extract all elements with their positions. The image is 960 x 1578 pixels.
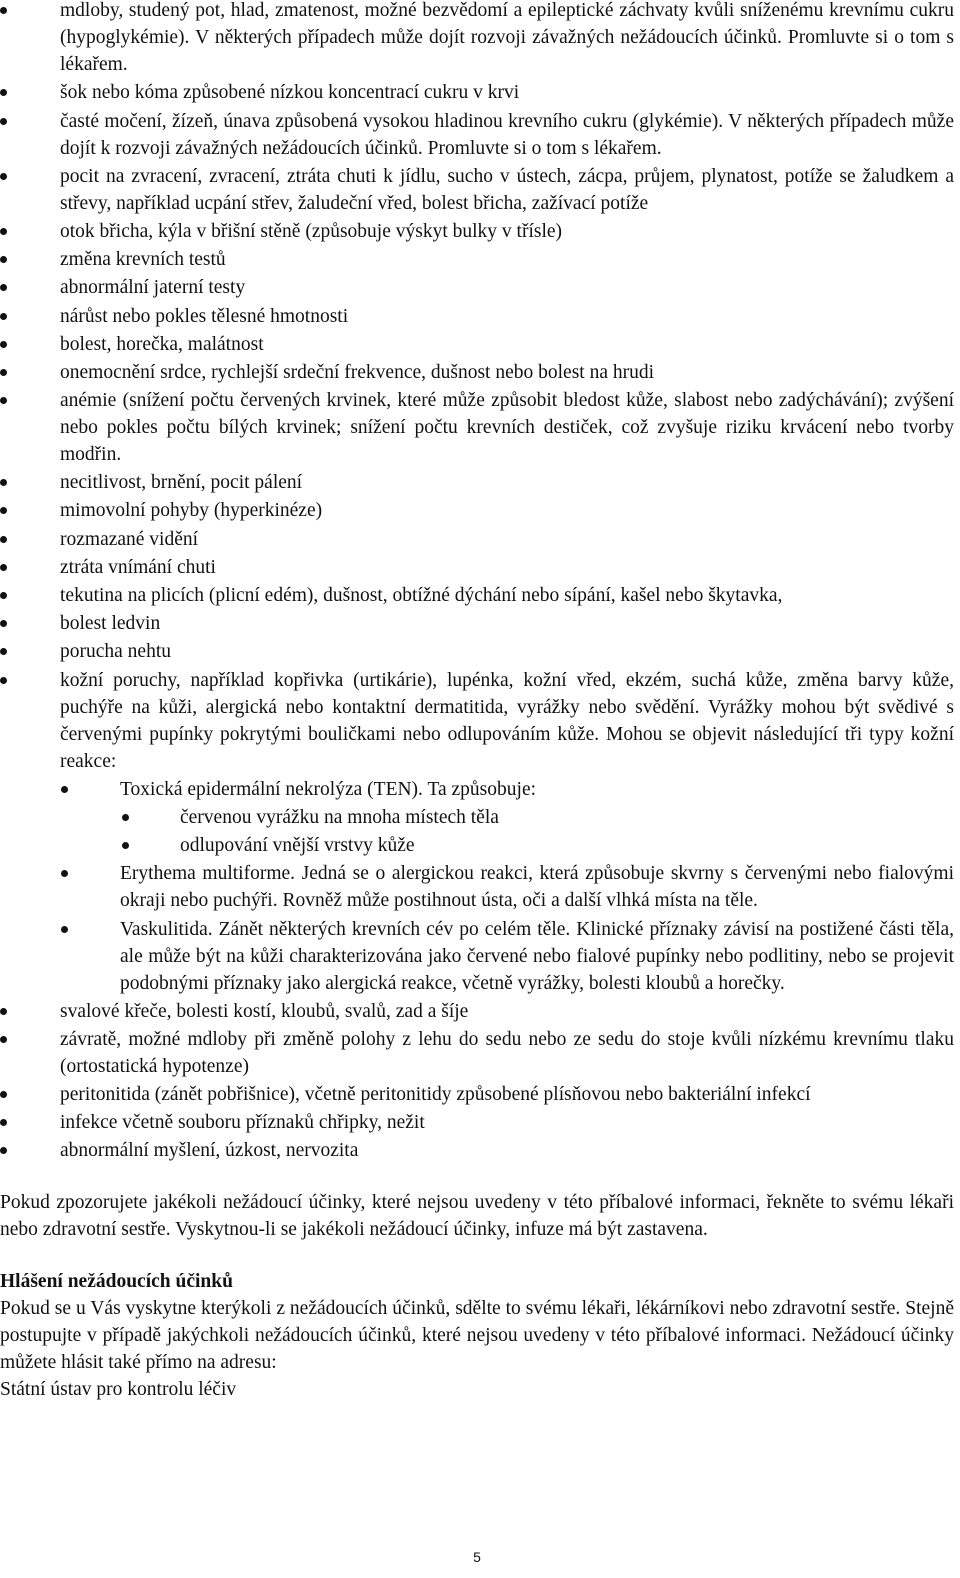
reporting-section <box>0 1268 954 1403</box>
bullet-icon <box>0 397 7 404</box>
bullet-icon <box>0 118 7 125</box>
skin-reaction-item: Erythema multiforme. Jedná se o alergickou reakci, která způsobuje skvrny s červenými nebo fialovými okraji nebo puchýři. Rovněž může postihnout ústa, oči a další vlhká místa na těle. <box>0 860 954 914</box>
list-item: onemocnění srdce, rychlejší srdeční frekvence, dušnost nebo bolest na hrudi <box>0 359 954 386</box>
bullet-icon <box>0 284 7 291</box>
bullet-icon <box>122 814 129 821</box>
bullet-icon <box>0 1036 7 1043</box>
bullet-icon <box>0 1091 7 1098</box>
bullet-icon <box>0 536 7 543</box>
list-item: časté močení, žízeň, únava způsobená vysokou hladinou krevního cukru (glykémie). V některých případech může dojít k rozvoji závažných nežádoucích účinků. Promluvte si o tom s lékařem. <box>0 108 954 162</box>
list-item: mimovolní pohyby (hyperkinéze) <box>0 497 954 524</box>
unlisted-effects-paragraph: Pokud zpozorujete jakékoli nežádoucí účinky, které nejsou uvedeny v této příbalové informaci, řekněte to svému lékaři nebo zdravotní sestře. Vyskytnou-li se jakékoli nežádoucí účinky, infuze má být zastavena. <box>0 1192 954 1241</box>
reporting-address: Státní ústav pro kontrolu léčiv <box>0 1379 237 1401</box>
list-item: rozmazané vidění <box>0 526 954 553</box>
bullet-icon <box>0 256 7 263</box>
list-item: závratě, možné mdloby při změně polohy z lehu do sedu nebo ze sedu do stoje kvůli nízkému krevnímu tlaku (ortostatická hypotenze) <box>0 1026 954 1080</box>
ten-effect-item: červenou vyrážku na mnoha místech těla <box>0 804 954 831</box>
bullet-icon <box>122 842 129 849</box>
list-item: bolest, horečka, malátnost <box>0 331 954 358</box>
bullet-icon <box>0 1119 7 1126</box>
bullet-icon <box>0 564 7 571</box>
list-item: tekutina na plicích (plicní edém), dušnost, obtížné dýchání nebo sípání, kašel nebo škytavka, <box>0 582 954 609</box>
list-item: bolest ledvin <box>0 610 954 637</box>
bullet-icon <box>0 592 7 599</box>
list-item: nárůst nebo pokles tělesné hmotnosti <box>0 303 954 330</box>
bullet-icon <box>0 1008 7 1015</box>
bullet-icon <box>0 369 7 376</box>
list-item: šok nebo kóma způsobené nízkou koncentrací cukru v krvi <box>0 79 954 106</box>
bullet-icon <box>61 870 68 877</box>
bullet-icon <box>0 313 7 320</box>
bullet-icon <box>61 786 68 793</box>
list-item: peritonitida (zánět pobřišnice), včetně peritonitidy způsobené plísňovou nebo bakteriální infekcí <box>0 1081 954 1108</box>
list-item: abnormální jaterní testy <box>0 274 954 301</box>
list-item: kožní poruchy, například kopřivka (urtikárie), lupénka, kožní vřed, ekzém, suchá kůže, změna barvy kůže, puchýře na kůži, alergická nebo kontaktní dermatitida, vyrážky nebo svědění. Vyrážky mohou být svědivé s červenými pupínky pokrytými bouličkami nebo odlupováním kůže. Mohou se objevit následující tři typy kožní reakce: <box>0 667 954 775</box>
bullet-icon <box>0 7 7 14</box>
reporting-heading: Hlášení nežádoucích účinků <box>0 1271 233 1293</box>
list-item: svalové křeče, bolesti kostí, kloubů, svalů, zad a šíje <box>0 998 954 1025</box>
list-item: abnormální myšlení, úzkost, nervozita <box>0 1137 954 1164</box>
list-item: anémie (snížení počtu červených krvinek, které může způsobit bledost kůže, slabost nebo zadýchávání); zvýšení nebo pokles počtu bílých krvinek; snížení počtu krevních destiček, což zvyšuje riziku krvácení nebo tvorby modřin. <box>0 387 954 468</box>
skin-reaction-item: Vaskulitida. Zánět některých krevních cév po celém těle. Klinické příznaky závisí na postižené části těla, ale může být na kůži charakterizována jako červené nebo fialové pupínky nebo podlitiny, nebo se projevit podobnými příznaky jako alergická reakce, včetně vyrážky, bolesti kloubů a horečky. <box>0 916 954 997</box>
bullet-icon <box>61 926 68 933</box>
page-number: 5 <box>473 1549 481 1565</box>
list-item: porucha nehtu <box>0 638 954 665</box>
list-item: infekce včetně souboru příznaků chřipky, nežit <box>0 1109 954 1136</box>
list-item: necitlivost, brnění, pocit pálení <box>0 469 954 496</box>
bullet-icon <box>0 507 7 514</box>
bullet-icon <box>0 648 7 655</box>
ten-effect-item: odlupování vnější vrstvy kůže <box>0 832 954 859</box>
bullet-icon <box>0 173 7 180</box>
bullet-icon <box>0 1147 7 1154</box>
skin-reaction-item: Toxická epidermální nekrolýza (TEN). Ta způsobuje: <box>0 776 954 803</box>
list-item: změna krevních testů <box>0 246 954 273</box>
bullet-icon <box>0 89 7 96</box>
bullet-icon <box>0 479 7 486</box>
bullet-icon <box>0 341 7 348</box>
list-item: mdloby, studený pot, hlad, zmatenost, možné bezvědomí a epileptické záchvaty kvůli sníženému krevnímu cukru (hypoglykémie). V některých případech může dojít rozvoji závažných nežádoucích účinků. Promluvte si o tom s lékařem. <box>0 0 954 78</box>
reporting-text: Pokud se u Vás vyskytne kterýkoli z nežádoucích účinků, sdělte to svému lékaři, lékárníkovi nebo zdravotní sestře. Stejně postupujte v případě jakýchkoli nežádoucích účinků, které nejsou uvedeny v této příbalové informaci. Nežádoucí účinky můžete hlásit také přímo na adresu: <box>0 1298 954 1374</box>
bullet-icon <box>0 677 7 684</box>
list-item: ztráta vnímání chuti <box>0 554 954 581</box>
bullet-icon <box>0 228 7 235</box>
list-item: otok břicha, kýla v břišní stěně (způsobuje výskyt bulky v třísle) <box>0 218 954 245</box>
bullet-icon <box>0 620 7 627</box>
list-item: pocit na zvracení, zvracení, ztráta chuti k jídlu, sucho v ústech, zácpa, průjem, plynatost, potíže se žaludkem a střevy, například ucpání střev, žaludeční vřed, bolest břicha, zažívací potíže <box>0 163 954 217</box>
